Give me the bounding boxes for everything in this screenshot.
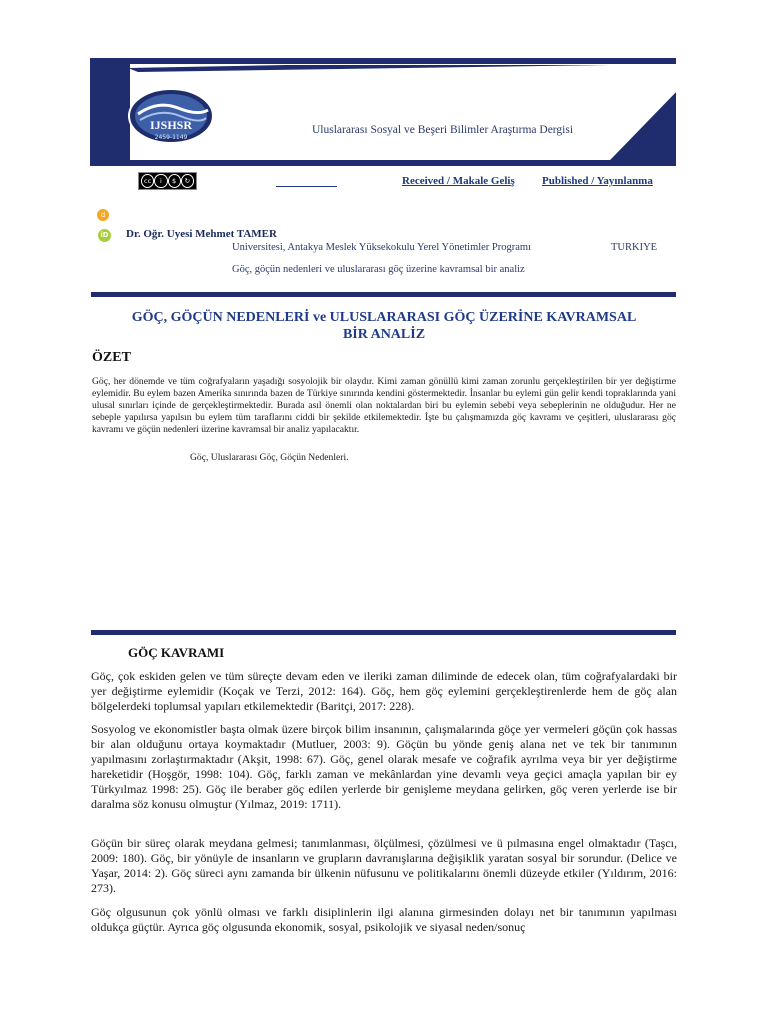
abstract-text: Göç, her dönemde ve tüm coğrafyaların yaşadığı sosyolojik bir olaydır. Kimi zaman gönüllü kimi zaman zorunlu gerçekleştirilen bir yer değiştirme eylemidir. Bu eylem bazen Amerika sınırında bazen de Türkiye sınırında kendini göstermektedir. İnsanlar bu eylemi gün gelir kendi topraklarında yani ulusal sınırları içinde de gerçekleştirmektedir. Burada asıl önemli olan noktalardan biri bu eylemin sebebi veya sebeplerinin ne olduğudur. Her ne sebeple yapılırsa yapılsın bu eylem tüm taraflarını ciddi bir şekilde etkilemektedir. İşte bu çalışmamızda göç kavramı ve çeşitleri, uluslararası göç kavramı ve göçün nedenleri üzerine kavramsal bir analiz yapılacaktır.: [92, 376, 676, 435]
author-country: TURKIYE: [611, 242, 658, 253]
cc-icon: cc: [141, 174, 154, 188]
empty-link[interactable]: [276, 174, 337, 187]
article-short-title: Göç, göçün nedenleri ve uluslararası göç üzerine kavramsal bir analiz: [232, 264, 525, 275]
paragraph-2: Sosyolog ve ekonomistler başta olmak üzere birçok bilim insanının, çalışmalarında göçe yer vermeleri göçün çok hassas bir alan olduğunu ortaya koymaktadır (Mutluer, 2003: 9). Göçün bu yönde geniş alana net ve tek bir tanımının yapılmasını zorlaştırmaktadır (Akşit, 1998: 67). Göç, genel olarak mesafe ve coğrafik ayrılma veya bir yer değiştirme hareketidir (Hoşgör, 1998: 104). Göç, farklı zaman ve mekânlardan yine devamlı veya geçici amaçla yapılan bir ey Türkyılmaz 1998: 25). Göç ile beraber göç edilen yerlerde bir genişleme meydana gelirken, göç veren yerlerde ise bir daralma söz konusu olmuştur (Yılmaz, 2019: 1711).: [91, 722, 677, 811]
author-affiliation: Universitesi, Antakya Meslek Yüksekokulu Yerel Yönetimler Programı: [232, 242, 532, 253]
journal-logo: [128, 88, 214, 144]
cc-license-badge[interactable]: [138, 172, 197, 190]
abstract-heading: ÖZET: [92, 350, 131, 365]
paragraph-4: Göç olgusunun çok yönlü olması ve farklı disiplinlerin ilgi alanına girmesinden dolayı net bir tanımının yapılması oldukça güçtür. Ayrıca göç olgusunda ekonomik, sosyal, psikolojik ve siyasal neden/sonuç: [91, 905, 677, 934]
received-link[interactable]: Received / Makale Geliş: [402, 175, 515, 187]
author-name: Dr. Oğr. Uyesi Mehmet TAMER: [126, 228, 277, 240]
orcid-icon[interactable]: iD: [98, 229, 111, 242]
paragraph-1: Göç, çok eskiden gelen ve tüm süreçte devam eden ve ileriki zaman diliminde de edecek olan, tüm coğrafyalardaki bir yer değiştirme eylemidir (Koçak ve Terzi, 2012: 164). Göç, hem göç eylemini gerçekleştirenlerde hem de göç alan bölgelerdeki toplumsal yapıları etkilemektedir (Baritçi, 2017: 228).: [91, 669, 677, 713]
section-heading: GÖÇ KAVRAMI: [128, 645, 225, 660]
title-divider: [91, 292, 676, 297]
logo-text: IJSHSR: [149, 118, 193, 132]
doi-icon[interactable]: d: [97, 209, 109, 221]
published-link[interactable]: Published / Yayınlanma: [542, 175, 653, 187]
by-icon: i: [154, 174, 167, 188]
journal-name: Uluslararası Sosyal ve Beşeri Bilimler Araştırma Dergisi: [312, 124, 574, 136]
nc-icon: $: [168, 174, 181, 188]
title-line-1: GÖÇ, GÖÇÜN NEDENLERİ ve ULUSLARARASI GÖÇ ÜZERİNE KAVRAMSAL: [131, 310, 637, 325]
sa-icon: ↻: [181, 174, 194, 188]
title-line-2: BİR ANALİZ: [342, 327, 426, 342]
paragraph-3: Göçün bir süreç olarak meydana gelmesi; tanımlanması, ölçülmesi, çözülmesi ve ü pılmasına engel olmaktadır (Taşcı, 2009: 180). Göç, bir yönüyle de insanların ve grupların davranışlarına değişiklik yaratan sosyal bir sorundur. (Delice ve Yaşar, 2014: 2). Göç süreci aynı zamanda bir ülkenin nüfusunu ve politikalarını önemli düzeyde etkiler (Yıldırım, 2016: 273).: [91, 836, 677, 895]
keywords: Göç, Uluslararası Göç, Göçün Nedenleri.: [190, 452, 349, 463]
article-title: [96, 309, 672, 343]
logo-issn: 2459-1149: [154, 134, 188, 141]
section-divider: [91, 630, 676, 635]
